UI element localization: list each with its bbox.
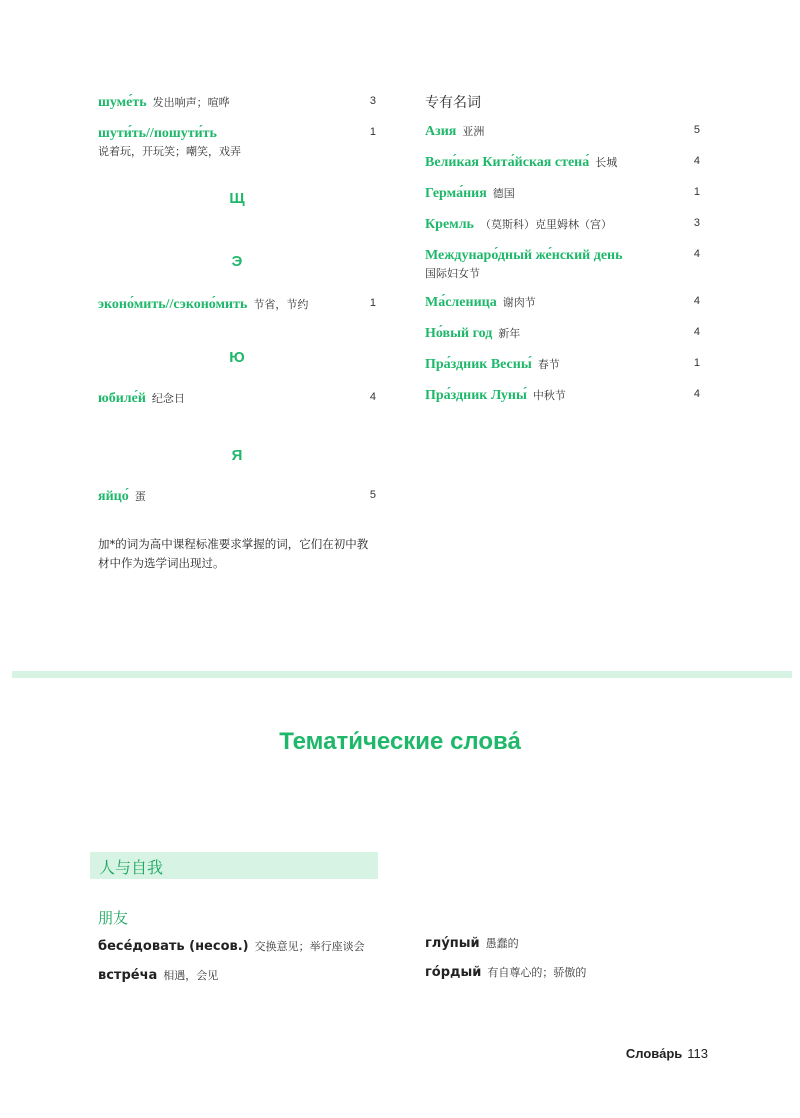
entry-translation: 中秋节 bbox=[532, 389, 566, 402]
dictionary-entry bbox=[425, 385, 700, 406]
section-divider-band bbox=[12, 671, 792, 678]
dictionary-entry bbox=[425, 121, 700, 142]
entry-translation: 相遇，会见 bbox=[163, 969, 219, 982]
entry-translation: 纪念日 bbox=[151, 392, 185, 405]
page-number: 113 bbox=[687, 1046, 708, 1061]
entry-word: Азия bbox=[425, 124, 457, 139]
dictionary-entry bbox=[425, 152, 700, 173]
footnote: 加*的词为高中课程标准要求掌握的词，它们在初中教材中作为选学词出现过。 bbox=[98, 537, 369, 570]
entry-word: Пра́здник Луны́ bbox=[425, 388, 527, 403]
entry-word: Междунаро́дный же́нский день bbox=[425, 248, 623, 263]
lesson-number: 4 bbox=[693, 295, 700, 307]
thematic-entry bbox=[425, 935, 519, 951]
entry-translation: 节省，节约 bbox=[253, 298, 309, 311]
alphabet-letter-shch: Щ bbox=[229, 190, 245, 207]
lesson-number: 1 bbox=[369, 126, 376, 138]
thematic-entry bbox=[98, 938, 365, 954]
dictionary-entry bbox=[98, 486, 376, 507]
entry-translation: （莫斯科）克里姆林（宫） bbox=[479, 218, 612, 231]
proper-nouns-heading: 专有名词 bbox=[425, 95, 481, 111]
lesson-number: 1 bbox=[693, 357, 700, 369]
entry-translation: 长城 bbox=[595, 156, 618, 169]
entry-translation: 新年 bbox=[498, 327, 521, 340]
entry-translation: 愚蠢的 bbox=[485, 937, 519, 950]
alphabet-letter-yu: Ю bbox=[229, 349, 245, 366]
entry-word: юбиле́й bbox=[98, 391, 146, 406]
thematic-entry bbox=[98, 967, 218, 983]
entry-word: Ма́сленица bbox=[425, 295, 497, 310]
entry-word: шути́ть//пошути́ть bbox=[98, 126, 217, 141]
thematic-entry bbox=[425, 964, 586, 980]
dictionary-entry bbox=[425, 292, 700, 313]
dictionary-entry bbox=[98, 92, 376, 113]
entry-word: Вели́кая Кита́йская стена́ bbox=[425, 155, 590, 170]
dictionary-entry bbox=[98, 388, 376, 409]
lesson-number: 3 bbox=[369, 95, 376, 107]
theme-bar bbox=[90, 852, 378, 879]
dictionary-entry bbox=[98, 294, 376, 315]
lesson-number: 1 bbox=[369, 297, 376, 309]
dictionary-entry bbox=[98, 123, 376, 160]
left-column bbox=[98, 92, 376, 573]
right-column bbox=[425, 92, 700, 416]
entry-translation: 交换意见；举行座谈会 bbox=[254, 940, 365, 953]
dictionary-entry bbox=[425, 354, 700, 375]
alphabet-letter-ya: Я bbox=[231, 447, 243, 464]
entry-translation: 国际妇女节 bbox=[425, 267, 480, 280]
entry-translation: 蛋 bbox=[134, 490, 146, 503]
entry-word: Герма́ния bbox=[425, 186, 487, 201]
entry-word: Кремль bbox=[425, 217, 474, 232]
lesson-number: 3 bbox=[693, 217, 700, 229]
footer-label: Слова́рь bbox=[625, 1046, 683, 1061]
entry-word: го́рдый bbox=[425, 965, 482, 980]
dictionary-entry bbox=[425, 323, 700, 344]
page-footer bbox=[626, 1046, 708, 1061]
entry-translation: 德国 bbox=[492, 187, 515, 200]
entry-word: эконо́мить//сэконо́мить bbox=[98, 297, 248, 312]
lesson-number: 1 bbox=[693, 186, 700, 198]
entry-word: шуме́ть bbox=[98, 95, 147, 110]
lesson-number: 5 bbox=[693, 124, 700, 136]
lesson-number: 4 bbox=[693, 155, 700, 167]
entry-word: встре́ча bbox=[98, 968, 158, 983]
entry-word: Но́вый год bbox=[425, 326, 493, 341]
dictionary-entry bbox=[425, 214, 700, 235]
entry-word: яйцо́ bbox=[98, 489, 129, 504]
dictionary-entry bbox=[425, 245, 700, 282]
theme-title: 人与自我 bbox=[99, 858, 164, 877]
entry-translation: 说着玩，开玩笑；嘲笑，戏弄 bbox=[98, 145, 241, 158]
entry-translation: 亚洲 bbox=[462, 125, 485, 138]
entry-word: бесе́довать (несов.) bbox=[98, 939, 249, 954]
entry-translation: 春节 bbox=[537, 358, 560, 371]
entry-translation: 有自尊心的；骄傲的 bbox=[487, 966, 587, 979]
thematic-words-title: Темати́ческие слова́ bbox=[279, 728, 521, 755]
subtopic-heading: 朋友 bbox=[98, 909, 129, 927]
alphabet-letter-e: Э bbox=[231, 253, 243, 270]
lesson-number: 4 bbox=[693, 248, 700, 260]
entry-translation: 谢肉节 bbox=[502, 296, 536, 309]
dictionary-entry bbox=[425, 183, 700, 204]
lesson-number: 4 bbox=[693, 326, 700, 338]
lesson-number: 4 bbox=[693, 388, 700, 400]
entry-translation: 发出响声；喧哗 bbox=[152, 96, 230, 109]
lesson-number: 4 bbox=[369, 391, 376, 403]
lesson-number: 5 bbox=[369, 489, 376, 501]
entry-word: глу́пый bbox=[425, 936, 480, 951]
entry-word: Пра́здник Весны́ bbox=[425, 357, 532, 372]
